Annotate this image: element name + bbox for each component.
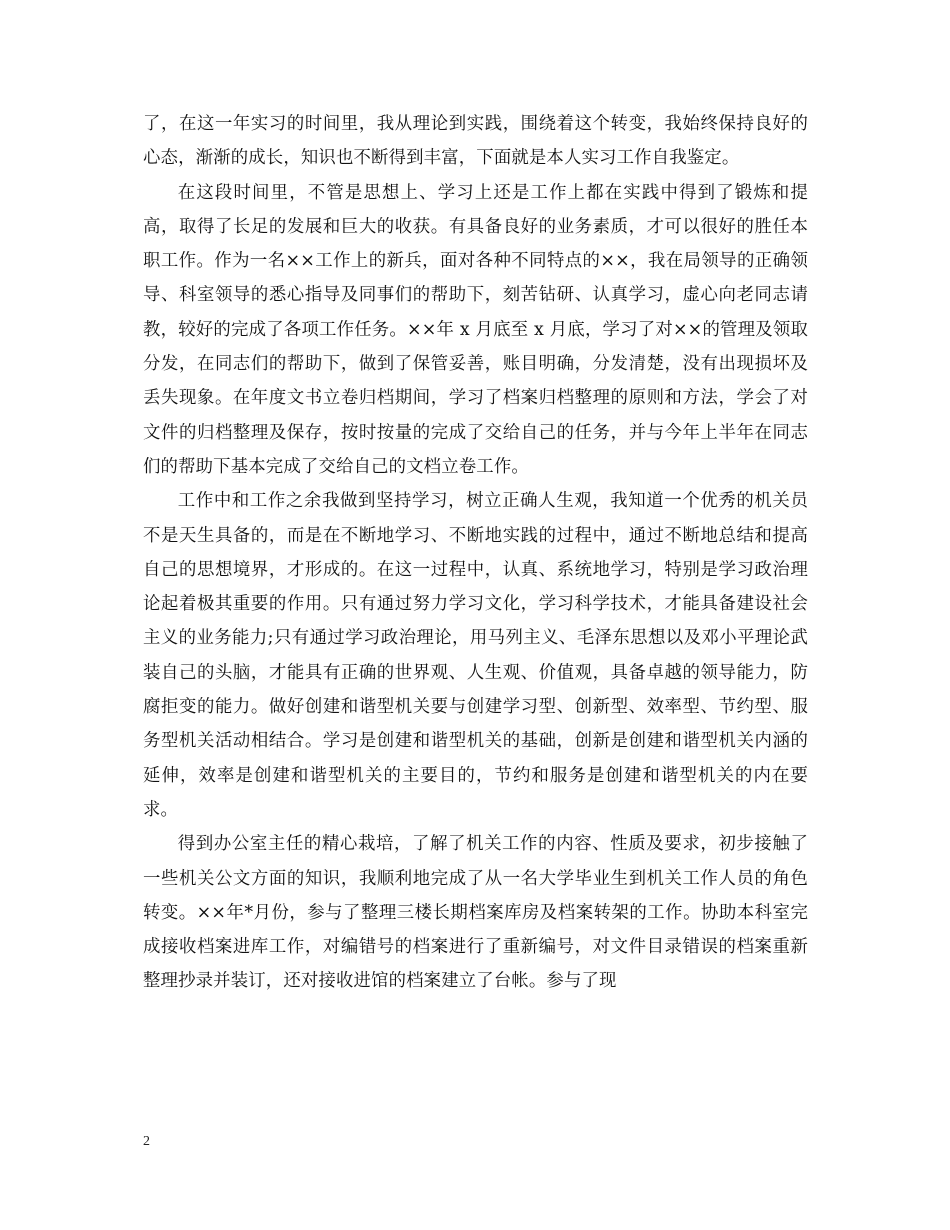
- page-number: 2: [143, 1134, 150, 1149]
- paragraph-1: 了，在这一年实习的时间里，我从理论到实践，围绕着这个转变，我始终保持良好的心态，渐渐的成长，知识也不断得到丰富，下面就是本人实习工作自我鉴定。: [143, 114, 808, 169]
- paragraph-3: 工作中和工作之余我做到坚持学习，树立正确人生观，我知道一个优秀的机关员不是天生具备的，而是在不断地学习、不断地实践的过程中，通过不断地总结和提高自己的思想境界，才形成的。在这一过程中，认真、系统地学习，特别是学习政治理论起着极其重要的作用。只有通过努力学习文化，学习科学技术，才能具备建设社会主义的业务能力;只有通过学习政治理论，用马列主义、毛泽东思想以及邓小平理论武装自己的头脑，才能具有正确的世界观、人生观、价值观，具备卓越的领导能力，防腐拒变的能力。做好创建和谐型机关要与创建学习型、创新型、效率型、节约型、服务型机关活动相结合。学习是创建和谐型机关的基础，创新是创建和谐型机关内涵的延伸，效率是创建和谐型机关的主要目的，节约和服务是创建和谐型机关的内在要求。: [143, 491, 808, 820]
- paragraph-2: 在这段时间里，不管是思想上、学习上还是工作上都在实践中得到了锻炼和提高，取得了长足的发展和巨大的收获。有具备良好的业务素质，才可以很好的胜任本职工作。作为一名××工作上的新兵，面对各种不同特点的××，我在局领导的正确领导、科室领导的悉心指导及同事们的帮助下，刻苦钻研、认真学习，虚心向老同志请教，较好的完成了各项工作任务。××年 x 月底至 x 月底，学习了对××的管理及领取分发，在同志们的帮助下，做到了保管妥善，账目明确，分发清楚，没有出现损坏及丢失现象。在年度文书立卷归档期间，学习了档案归档整理的原则和方法，学会了对文件的归档整理及保存，按时按量的完成了交给自己的任务，并与今年上半年在同志们的帮助下基本完成了交给自己的文档立卷工作。: [143, 182, 808, 477]
- document-body: [143, 107, 808, 999]
- paragraph-4: 得到办公室主任的精心栽培，了解了机关工作的内容、性质及要求，初步接触了一些机关公文方面的知识，我顺利地完成了从一名大学毕业生到机关工作人员的角色转变。××年*月份，参与了整理三楼长期档案库房及档案转架的工作。协助本科室完成接收档案进库工作，对编错号的档案进行了重新编号，对文件目录错误的档案重新整理抄录并装订，还对接收进馆的档案建立了台帐。参与了现: [143, 834, 808, 992]
